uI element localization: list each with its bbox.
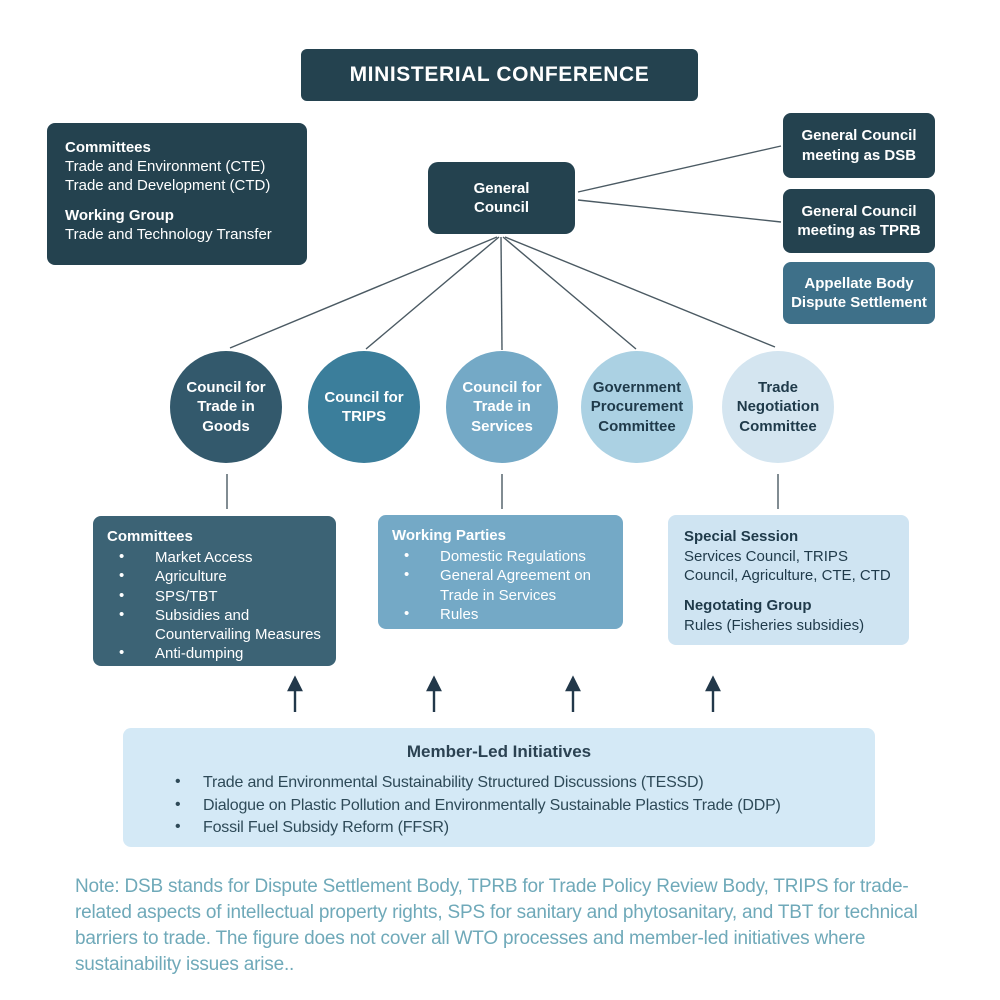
list-item: • SPS/TBT bbox=[107, 587, 322, 606]
trade-negotiation-circle bbox=[722, 351, 834, 463]
list-item: • General Agreement on Trade in Services bbox=[392, 566, 609, 604]
member-arrow-head bbox=[567, 678, 579, 690]
gov-procurement-circle bbox=[581, 351, 693, 463]
council-goods-circle bbox=[170, 351, 282, 463]
ministerial-conference-label: MINISTERIAL CONFERENCE bbox=[349, 63, 650, 86]
member-arrow-head bbox=[428, 678, 440, 690]
list-item: • Subsidies and Countervailing Measures bbox=[107, 606, 322, 644]
list-item: • Market Access bbox=[107, 548, 322, 567]
special-session-text: Services Council, TRIPS Council, Agriculture, CTE, CTD bbox=[684, 548, 891, 585]
services-working-parties-node bbox=[378, 515, 623, 629]
appellate-body-label: Appellate Body Dispute Settlement bbox=[791, 274, 927, 311]
goods-committees-node bbox=[93, 516, 336, 666]
member-led-initiatives-node bbox=[123, 728, 875, 847]
working-group-item: Trade and Technology Transfer bbox=[65, 225, 272, 243]
list-item: • Anti-dumping bbox=[107, 644, 322, 663]
member-arrow-head bbox=[289, 678, 301, 690]
general-council-node bbox=[428, 162, 575, 234]
gov-procurement-label: Government Procurement Committee bbox=[590, 378, 684, 435]
connector-gc-procurement bbox=[503, 237, 636, 349]
member-led-list bbox=[123, 772, 875, 840]
tnc-special-session-node bbox=[668, 515, 909, 645]
spacer bbox=[65, 196, 289, 206]
list-item: • Agriculture bbox=[107, 567, 322, 586]
committee-item: Trade and Development (CTD) bbox=[65, 177, 271, 195]
tprb-label: General Council meeting as TPRB bbox=[797, 202, 921, 239]
goods-committees-list bbox=[107, 548, 322, 663]
working-parties-heading: Working Parties bbox=[392, 527, 506, 544]
committees-working-group-node bbox=[47, 123, 307, 265]
ministerial-conference-node bbox=[301, 49, 698, 101]
committee-item: Trade and Environment (CTE) bbox=[65, 158, 266, 176]
committees-heading: Committees bbox=[65, 139, 151, 156]
list-item: • Dialogue on Plastic Pollution and Environmentally Sustainable Plastics Trade (DDP) bbox=[123, 795, 875, 818]
council-services-circle bbox=[446, 351, 558, 463]
council-services-label: Council for Trade in Services bbox=[462, 378, 542, 435]
dsb-node bbox=[783, 113, 935, 178]
council-trips-label: Council for TRIPS bbox=[324, 388, 404, 425]
working-group-heading: Working Group bbox=[65, 206, 174, 224]
appellate-body-node bbox=[783, 262, 935, 324]
tprb-node bbox=[783, 189, 935, 253]
special-session-heading: Special Session bbox=[684, 528, 799, 545]
dsb-label: General Council meeting as DSB bbox=[801, 127, 917, 164]
list-item: • Fossil Fuel Subsidy Reform (FFSR) bbox=[123, 817, 875, 840]
working-parties-list bbox=[392, 547, 609, 624]
member-led-title: Member-Led Initiatives bbox=[406, 742, 592, 761]
negotiating-group-text: Rules (Fisheries subsidies) bbox=[684, 616, 865, 634]
goods-committees-heading: Committees bbox=[107, 528, 193, 545]
connector-gc-services bbox=[501, 237, 502, 350]
connector-gc-dsb bbox=[578, 146, 781, 192]
connector-gc-trips bbox=[366, 237, 499, 349]
council-goods-label: Council for Trade in Goods bbox=[186, 378, 266, 435]
connector-gc-tprb bbox=[578, 200, 781, 222]
council-trips-circle bbox=[308, 351, 420, 463]
negotiating-group-heading: Negotating Group bbox=[684, 596, 812, 614]
list-item: • Rules bbox=[392, 605, 609, 624]
list-item: • Trade and Environmental Sustainability Structured Discussions (TESSD) bbox=[123, 772, 875, 795]
member-arrow-head bbox=[707, 678, 719, 690]
connector-gc-negotiation bbox=[505, 237, 775, 347]
list-item: • Domestic Regulations bbox=[392, 547, 609, 566]
trade-negotiation-label: Trade Negotiation Committee bbox=[736, 378, 820, 435]
general-council-label: General Council bbox=[473, 179, 530, 216]
note-text: Note: DSB stands for Dispute Settlement Body, TPRB for Trade Policy Review Body, TRIPS for trade-related aspects of intellectual property rights, SPS for sanitary and phytosanitary, and TBT for technical barriers to trade. The figure does not cover all WTO processes and member-led initiatives where sustainability issues arise.. bbox=[75, 876, 918, 976]
spacer bbox=[684, 586, 893, 596]
